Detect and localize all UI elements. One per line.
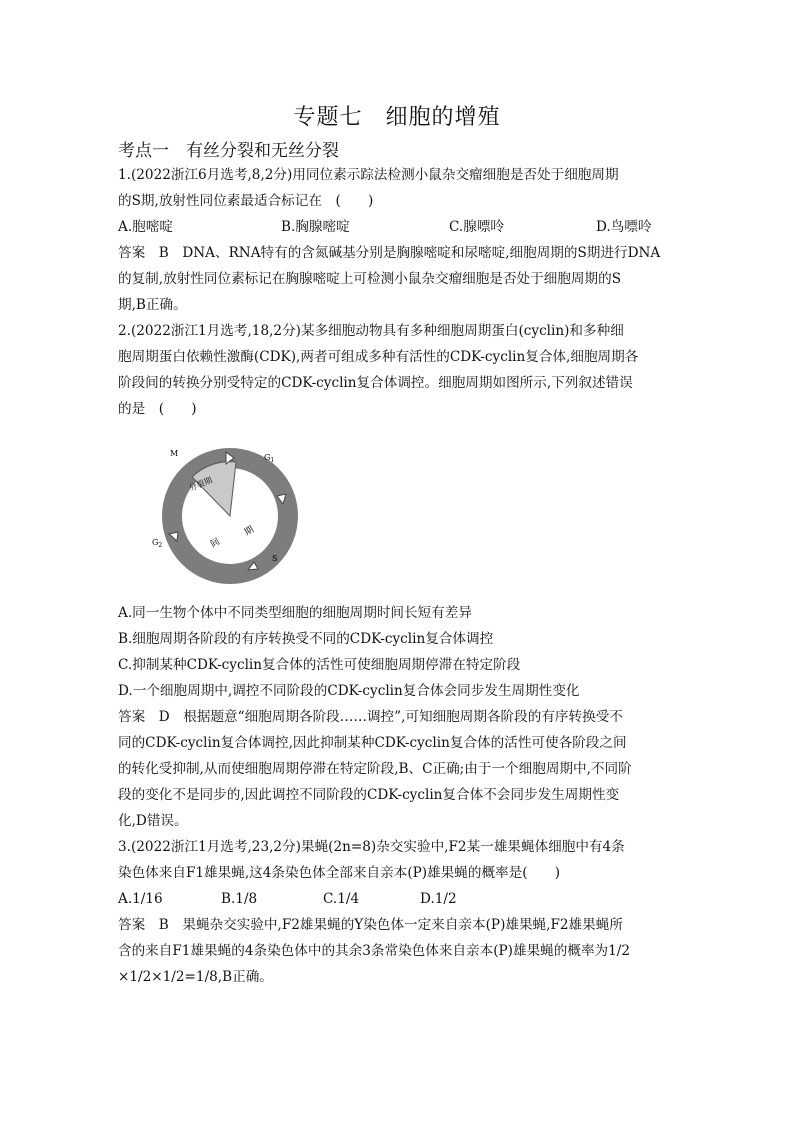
question-2-options [118, 600, 678, 704]
question-2-stem-line: 2.(2022浙江1月选考,18,2分)某多细胞动物具有多种细胞周期蛋白(cyclin)和多种细 [118, 323, 624, 339]
question-1-options [118, 214, 678, 240]
question-3-options [118, 886, 538, 912]
question-2-answer-line: 的转化受抑制,从而使细胞周期停滞在特定阶段,B、C正确;由于一个细胞周期中,不同阶 [118, 761, 632, 777]
label-interphase-1: 间 [209, 536, 222, 551]
question-1-stem-line: 的S期,放射性同位素最适合标记在 ( ) [118, 193, 374, 209]
question-2-stem [118, 318, 678, 422]
question-3-answer-line: 含的来自F1雄果蝇的4条染色体中的其余3条常染色体来自亲本(P)雄果蝇的概率为1/2 [118, 943, 631, 959]
question-2-answer-line: 答案 D 根据题意“细胞周期各阶段……调控”,可知细胞周期各阶段的有序转换受不 [118, 709, 623, 725]
question-3-answer-line: 答案 B 果蝇杂交实验中,F2雄果蝇的Y染色体一定来自亲本(P)雄果蝇,F2雄果蝇所 [118, 917, 623, 933]
page-title: 专题七 细胞的增殖 [293, 105, 501, 130]
label-s: S [272, 554, 278, 563]
label-m: M [170, 449, 179, 458]
label-g1-sub: 1 [270, 457, 275, 464]
question-3-stem-line: 3.(2022浙江1月选考,23,2分)果蝇(2n=8)杂交实验中,F2某一雄果蝇体细胞中有4条 [118, 839, 625, 855]
question-1-option-a: A.胞嘧啶 [118, 219, 173, 235]
question-3-answer [118, 912, 678, 990]
question-3-stem-line: 染色体来自F1雄果蝇,这4条染色体全部来自亲本(P)雄果蝇的概率是( ) [118, 865, 561, 881]
question-2-stem-line: 的是 ( ) [118, 401, 197, 417]
question-1-answer-line: 答案 B DNA、RNA特有的含氮碱基分别是胸腺嘧啶和尿嘧啶,细胞周期的S期进行DNA [118, 245, 661, 261]
label-g1-main: G [264, 453, 271, 462]
question-2-answer-line: 化,D错误。 [118, 813, 188, 829]
question-1-answer-line: 的复制,放射性同位素标记在胸腺嘧啶上可检测小鼠杂交瘤细胞是否处于细胞周期的S [118, 271, 622, 287]
question-1-stem-line: 1.(2022浙江6月选考,8,2分)用同位素示踪法检测小鼠杂交瘤细胞是否处于细胞周期 [118, 167, 619, 183]
label-g2-sub: 2 [158, 542, 163, 549]
question-2-answer-line: 同的CDK-cyclin复合体调控,因此抑制某种CDK-cyclin复合体的活性可使各阶段之间 [118, 735, 627, 751]
question-2-stem-line: 阶段间的转换分别受特定的CDK-cyclin复合体调控。细胞周期如图所示,下列叙述错误 [118, 375, 633, 391]
question-2-option-a: A.同一生物个体中不同类型细胞的细胞周期时间长短有差异 [118, 605, 472, 621]
cell-cycle-diagram [140, 436, 310, 586]
cell-cycle-svg [140, 436, 310, 586]
question-3-option-d: D.1/2 [420, 891, 457, 907]
label-interphase-2: 期 [243, 524, 256, 539]
question-2-option-b: B.细胞周期各阶段的有序转换受不同的CDK-cyclin复合体调控 [118, 631, 494, 647]
question-3-stem [118, 834, 678, 886]
section-heading: 考点一 有丝分裂和无丝分裂 [118, 141, 339, 161]
label-g2-main: G [152, 538, 159, 547]
question-1-stem [118, 162, 678, 214]
question-1-option-c: C.腺嘌呤 [449, 219, 505, 235]
question-2-answer-line: 段的变化不是同步的,因此调控不同阶段的CDK-cyclin复合体不会同步发生周期性变 [118, 787, 620, 803]
question-3-option-b: B.1/8 [221, 891, 258, 907]
question-3-option-c: C.1/4 [323, 891, 360, 907]
question-2-answer [118, 704, 678, 834]
question-1-option-d: D.鸟嘌呤 [596, 219, 652, 235]
label-g2 [152, 538, 162, 549]
question-1-option-b: B.胸腺嘧啶 [281, 219, 350, 235]
question-2-option-d: D.一个细胞周期中,调控不同阶段的CDK-cyclin复合体会同步发生周期性变化 [118, 683, 580, 699]
question-3-option-a: A.1/16 [118, 891, 163, 907]
question-2-stem-line: 胞周期蛋白依赖性激酶(CDK),两者可组成多种有活性的CDK-cyclin复合体,细胞周期各 [118, 349, 639, 365]
label-division-phase: 分裂期 [187, 475, 214, 493]
question-2-option-c: C.抑制某种CDK-cyclin复合体的活性可使细胞周期停滞在特定阶段 [118, 657, 521, 673]
question-3-answer-line: ×1/2×1/2=1/8,B正确。 [118, 969, 273, 985]
question-1-answer [118, 240, 678, 318]
question-1-answer-line: 期,B正确。 [118, 297, 187, 313]
